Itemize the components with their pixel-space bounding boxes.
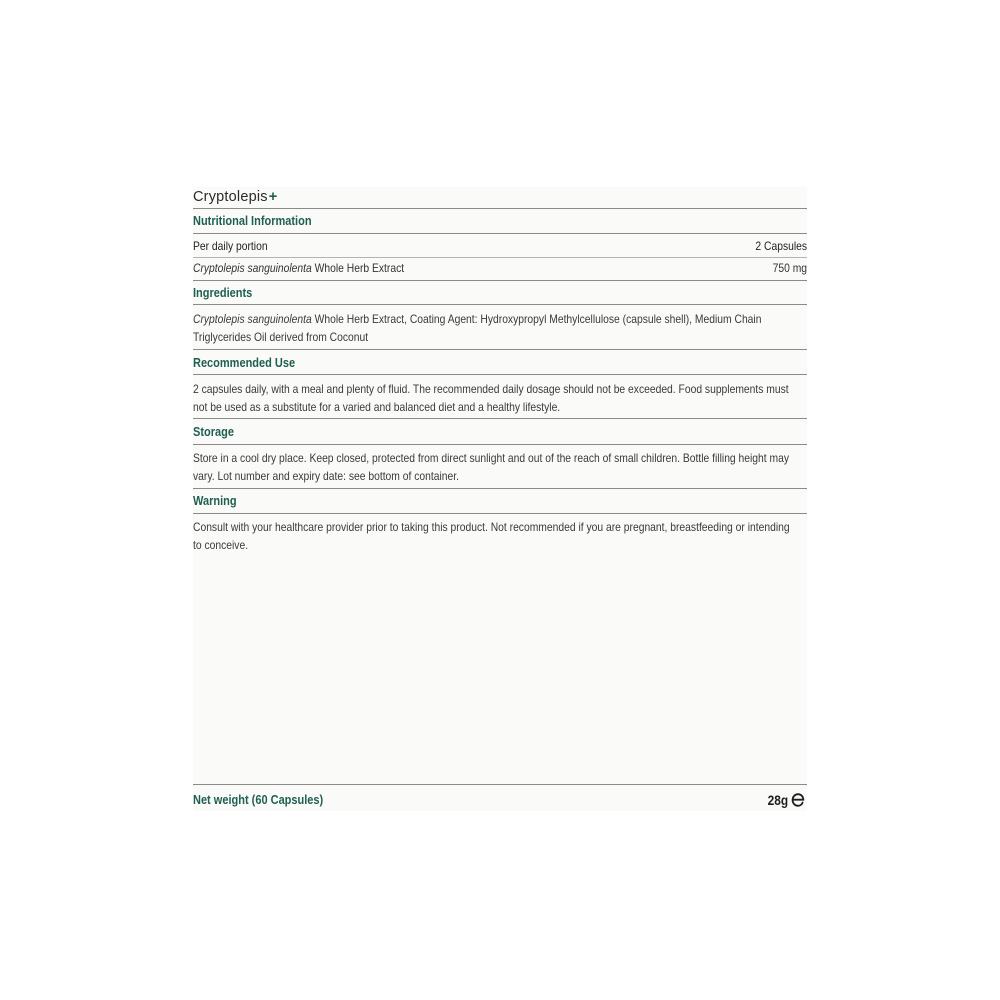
- divider: [193, 513, 807, 514]
- portion-value: 2 Capsules: [755, 239, 807, 253]
- net-weight-label: Net weight (60 Capsules): [193, 793, 324, 807]
- divider: [193, 233, 807, 234]
- divider: [193, 280, 807, 281]
- net-weight-value: 28g: [767, 792, 788, 808]
- divider: [193, 418, 807, 419]
- divider: [193, 349, 807, 350]
- nutrient-amount: 750 mg: [772, 261, 807, 275]
- divider: [193, 304, 807, 305]
- brand-plus-mark: +: [268, 189, 278, 205]
- nutrient-row: [193, 259, 807, 277]
- divider: [193, 208, 807, 209]
- recommended-use-heading: Recommended Use: [193, 356, 296, 370]
- divider: [193, 444, 807, 445]
- divider: [193, 374, 807, 375]
- ingredients-latin-name: Cryptolepis sanguinolenta: [193, 312, 312, 326]
- divider: [193, 488, 807, 489]
- storage-text: Store in a cool dry place. Keep closed, protected from direct sunlight and out of the reach of small children. Bottle filling height may vary. Lot number and expiry date: see bottom of container.: [193, 451, 790, 483]
- ingredients-heading: Ingredients: [193, 286, 253, 300]
- nutrient-name-rest: Whole Herb Extract: [311, 261, 405, 275]
- ingredients-rest: Whole Herb Extract, Coating Agent: Hydroxypropyl Methylcellulose (capsule shell), Medium Chain Triglycerides Oil derived from Coconut: [193, 312, 762, 344]
- divider: [193, 784, 807, 785]
- storage-heading: Storage: [193, 425, 234, 439]
- brand-name-text: Cryptolepis: [193, 189, 268, 205]
- nutrient-name: [193, 259, 404, 277]
- warning-text: Consult with your healthcare provider prior to taking this product. Not recommended if you are pregnant, breastfeeding or intending to conceive.: [193, 520, 790, 552]
- portion-label: Per daily portion: [193, 239, 268, 253]
- brand-name: [193, 187, 277, 208]
- divider: [193, 257, 807, 258]
- nutrient-name-latin: Cryptolepis sanguinolenta: [193, 261, 312, 275]
- e-mark-icon: [789, 791, 807, 809]
- net-weight: [764, 790, 807, 810]
- portion-row: [193, 237, 807, 255]
- warning-heading: Warning: [193, 494, 237, 508]
- supplement-label: [193, 187, 807, 811]
- nutritional-information-heading: Nutritional Information: [193, 214, 312, 228]
- ingredients-text: [193, 310, 797, 346]
- recommended-use-text: 2 capsules daily, with a meal and plenty of fluid. The recommended daily dosage should not be exceeded. Food supplements must not be used as a substitute for a varied and balanced diet and a healthy lifestyle.: [193, 382, 789, 414]
